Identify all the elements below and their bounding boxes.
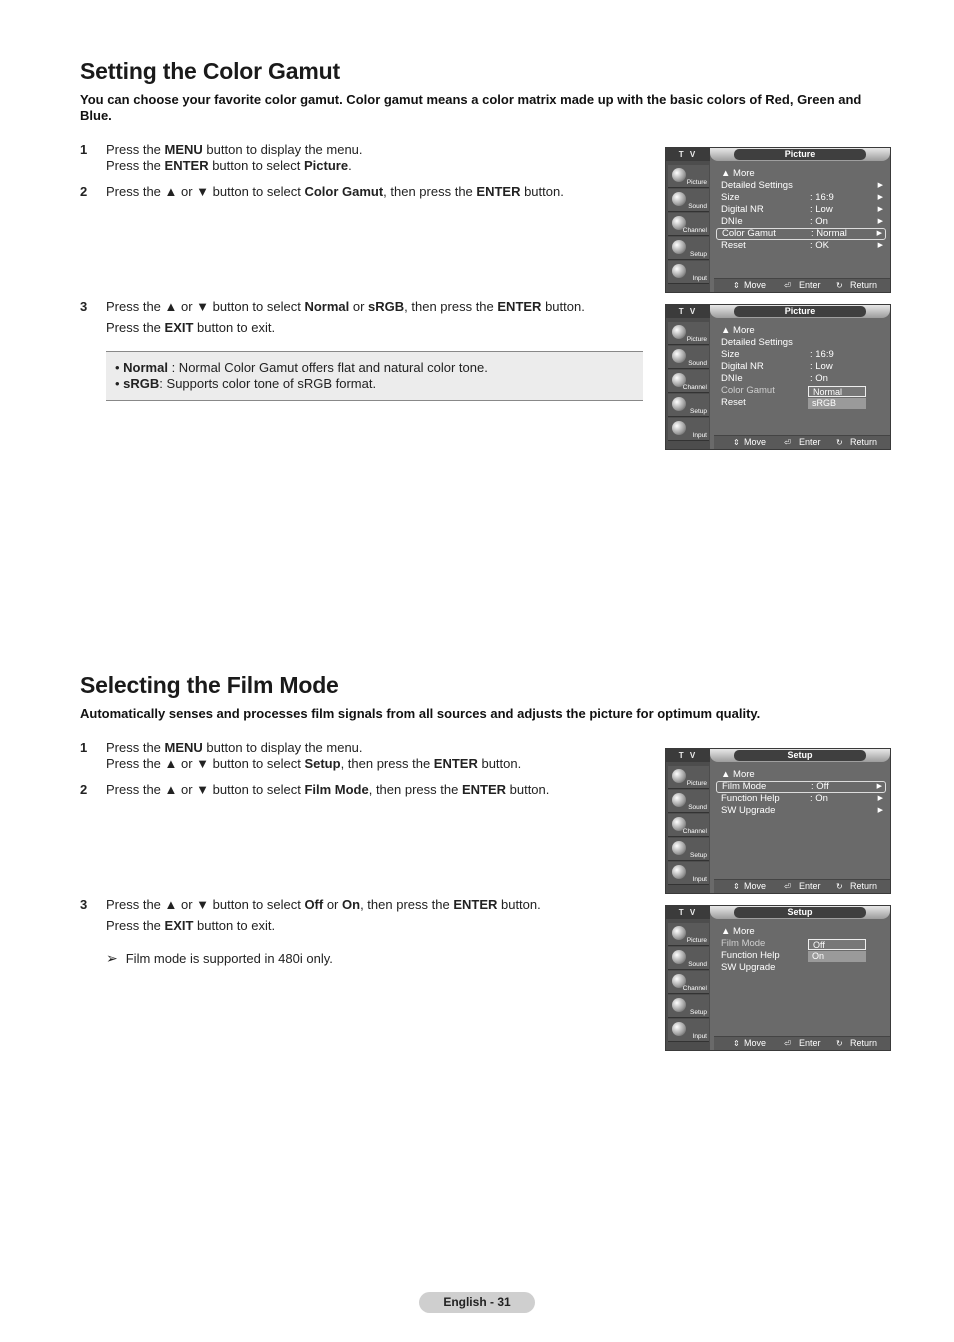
sidebar-item-label: Setup: [690, 408, 707, 415]
menu-footer: [714, 879, 890, 893]
menu-footer: [714, 278, 890, 292]
menu-row-label: Color Gamut: [721, 385, 775, 396]
menu-row-label: ▲ More: [721, 769, 755, 780]
sidebar-item-input[interactable]: [668, 862, 709, 885]
step-3-line-2: [106, 320, 275, 336]
sidebar-item-channel[interactable]: [668, 814, 709, 837]
footer-move-label: Move: [744, 1038, 767, 1048]
step-1-line-1: [106, 740, 363, 756]
bold-term: ENTER: [164, 158, 209, 173]
text-run: or: [349, 299, 369, 314]
sidebar-item-label: Picture: [686, 179, 707, 186]
step-1-line-2: [106, 756, 521, 772]
menu-row[interactable]: [716, 793, 886, 805]
bold-term: ENTER: [476, 184, 521, 199]
setup-icon: [672, 397, 686, 411]
enter-icon: ⏎: [784, 438, 791, 447]
menu-row-label: DNIe: [721, 373, 743, 384]
menu-footer: [714, 1036, 890, 1050]
picture-icon: [672, 168, 686, 182]
menu-row-label: SW Upgrade: [721, 962, 776, 973]
menu-title-bar: [710, 148, 890, 161]
text-run: button to display the menu.: [202, 142, 363, 157]
menu-row-value: : Normal: [811, 228, 847, 239]
text-run: , then press the: [383, 184, 477, 199]
tv-tab: T V: [666, 906, 710, 919]
menu-row-label: Detailed Settings: [721, 337, 793, 348]
sidebar-item-label: Input: [692, 1033, 707, 1040]
move-icon: ⇕: [733, 882, 740, 891]
sidebar-item-label: Channel: [682, 985, 707, 992]
option-off[interactable]: Off: [808, 939, 866, 950]
menu-row[interactable]: [716, 962, 886, 974]
setup-icon: [672, 240, 686, 254]
menu-title: Setup: [734, 907, 866, 918]
sidebar-item-channel[interactable]: [668, 971, 709, 994]
osd-menu-setup-1: [665, 748, 891, 894]
footer-return-label: Return: [850, 280, 878, 290]
text-run: button.: [541, 299, 585, 314]
triangle-right-icon: ▶: [877, 206, 883, 213]
bold-term: ENTER: [453, 897, 498, 912]
menu-sidebar: [666, 318, 710, 449]
text-run: button to exit.: [193, 320, 276, 335]
menu-row-value: : On: [810, 373, 828, 384]
sidebar-item-sound[interactable]: [668, 947, 709, 970]
step-2-line-1: [106, 184, 564, 200]
step-3-line-1: [106, 299, 585, 315]
menu-row-label: Digital NR: [721, 204, 764, 215]
tv-tab: T V: [666, 305, 710, 318]
sidebar-item-setup[interactable]: [668, 237, 709, 260]
triangle-right-icon: ▶: [877, 182, 883, 189]
sidebar-item-label: Sound: [688, 804, 707, 811]
bold-term: Setup: [304, 756, 341, 771]
bold-term: Picture: [304, 158, 349, 173]
text-run: Press the ▲ or ▼ button to select: [106, 782, 305, 797]
menu-row[interactable]: [716, 361, 886, 373]
enter-icon: ⏎: [784, 882, 791, 891]
text-run: Press the ▲ or ▼ button to select: [106, 756, 305, 771]
menu-row[interactable]: [716, 204, 886, 216]
menu-sidebar: [666, 161, 710, 292]
sound-icon: [672, 793, 686, 807]
triangle-right-icon: ▶: [877, 807, 883, 814]
sidebar-item-label: Input: [692, 876, 707, 883]
menu-row-value: : 16:9: [810, 349, 834, 360]
menu-row-label: Size: [721, 192, 740, 203]
bold-term: On: [342, 897, 361, 912]
triangle-right-icon: ▶: [877, 194, 883, 201]
menu-row-value: : 16:9: [810, 192, 834, 203]
text-run: : Supports color tone of sRGB format.: [159, 376, 377, 391]
menu-row-value: : Low: [810, 361, 833, 372]
footer-move-label: Move: [744, 280, 767, 290]
menu-row[interactable]: [716, 769, 886, 781]
menu-row[interactable]: [716, 337, 886, 349]
text-run: : Normal Color Gamut offers flat and natural color tone.: [167, 360, 488, 375]
menu-row[interactable]: [716, 325, 886, 337]
sidebar-item-sound[interactable]: [668, 189, 709, 212]
bold-term: MENU: [164, 142, 203, 157]
footer-enter-label: Enter: [799, 437, 821, 447]
triangle-right-icon: ▶: [877, 795, 883, 802]
menu-row-value: : On: [810, 216, 828, 227]
menu-row[interactable]: [716, 216, 886, 228]
step-2-line-1: [106, 782, 549, 798]
step-3-line-1: [106, 897, 541, 913]
text-run: , then press the: [368, 782, 462, 797]
menu-row[interactable]: [716, 180, 886, 192]
sidebar-item-label: Sound: [688, 360, 707, 367]
menu-row-label: Function Help: [721, 950, 780, 961]
menu-content: [714, 325, 886, 435]
osd-menu-picture-1: [665, 147, 891, 293]
menu-row-label: Color Gamut: [722, 228, 776, 239]
sidebar-item-input[interactable]: [668, 1019, 709, 1042]
footer-enter-label: Enter: [799, 1038, 821, 1048]
bold-term: sRGB: [123, 376, 160, 391]
input-icon: [672, 421, 686, 435]
section-title-film-mode: Selecting the Film Mode: [80, 672, 339, 698]
menu-row[interactable]: [716, 168, 886, 180]
setup-icon: [672, 998, 686, 1012]
return-icon: ↻: [836, 438, 843, 447]
intro-color-gamut: You can choose your favorite color gamut. Color gamut means a color matrix made up with the basic colors of Red, Green and Blue.: [80, 92, 862, 123]
step-number: 1: [80, 142, 88, 157]
sound-icon: [672, 192, 686, 206]
step-number: 2: [80, 782, 88, 797]
menu-row[interactable]: [716, 926, 886, 938]
menu-row-label: ▲ More: [721, 325, 755, 336]
triangle-right-icon: ▶: [876, 230, 882, 237]
sidebar-item-picture[interactable]: [668, 165, 709, 188]
text-run: Press the: [106, 740, 165, 755]
bold-term: ENTER: [461, 782, 507, 797]
sidebar-item-label: Setup: [690, 251, 707, 258]
text-run: , then press the: [360, 897, 454, 912]
text-run: Press the: [106, 918, 165, 933]
bold-term: EXIT: [164, 918, 194, 933]
menu-content: [714, 926, 886, 1036]
menu-row[interactable]: [716, 781, 886, 793]
menu-title: Picture: [734, 306, 866, 317]
move-icon: ⇕: [733, 438, 740, 447]
picture-icon: [672, 769, 686, 783]
footer-enter-label: Enter: [799, 881, 821, 891]
step-number: 3: [80, 897, 88, 912]
setup-icon: [672, 841, 686, 855]
sidebar-item-setup[interactable]: [668, 995, 709, 1018]
sidebar-item-picture[interactable]: [668, 766, 709, 789]
step-1-line-1: [106, 142, 363, 158]
osd-menu-setup-2: [665, 905, 891, 1051]
tv-tab: T V: [666, 148, 710, 161]
text-run: button.: [477, 756, 522, 771]
menu-row-label: ▲ More: [721, 168, 755, 179]
menu-footer: [714, 435, 890, 449]
sidebar-item-label: Setup: [690, 852, 707, 859]
sidebar-item-label: Input: [692, 275, 707, 282]
menu-row[interactable]: [716, 240, 886, 252]
sidebar-item-label: Picture: [686, 937, 707, 944]
section-title-color-gamut: Setting the Color Gamut: [80, 58, 340, 84]
footer-return-label: Return: [850, 1038, 878, 1048]
bold-term: MENU: [164, 740, 203, 755]
menu-row[interactable]: [716, 228, 886, 240]
intro-film-mode: Automatically senses and processes film signals from all sources and adjusts the picture for optimum quality.: [80, 706, 761, 721]
text-run: •: [115, 360, 124, 375]
triangle-right-icon: ▶: [877, 218, 883, 225]
step-1-line-2: [106, 158, 352, 174]
menu-content: [714, 168, 886, 278]
menu-title: Setup: [734, 750, 866, 761]
menu-row[interactable]: [716, 373, 886, 385]
sidebar-item-setup[interactable]: [668, 394, 709, 417]
note-line-2: [115, 376, 643, 392]
bold-term: ENTER: [497, 299, 542, 314]
note-box: [106, 351, 643, 401]
text-run: button.: [520, 184, 564, 199]
option-srgb[interactable]: sRGB: [808, 398, 866, 409]
bold-term: sRGB: [368, 299, 405, 314]
bold-term: Film Mode: [304, 782, 369, 797]
input-icon: [672, 264, 686, 278]
bold-term: Normal: [123, 360, 168, 375]
footer-move-label: Move: [744, 437, 767, 447]
triangle-right-icon: ▶: [877, 242, 883, 249]
text-run: button.: [497, 897, 541, 912]
sidebar-item-channel[interactable]: [668, 370, 709, 393]
menu-row-label: Detailed Settings: [721, 180, 793, 191]
step-3-line-2: [106, 918, 275, 934]
text-run: , then press the: [404, 299, 498, 314]
picture-icon: [672, 325, 686, 339]
sidebar-item-setup[interactable]: [668, 838, 709, 861]
menu-sidebar: [666, 919, 710, 1050]
sidebar-item-label: Setup: [690, 1009, 707, 1016]
move-icon: ⇕: [733, 281, 740, 290]
menu-row-value: : OK: [810, 240, 830, 251]
text-run: , then press the: [340, 756, 434, 771]
bold-term: ENTER: [433, 756, 478, 771]
sidebar-item-sound[interactable]: [668, 790, 709, 813]
return-icon: ↻: [836, 882, 843, 891]
menu-row-label: Film Mode: [722, 781, 767, 792]
sidebar-item-input[interactable]: [668, 418, 709, 441]
input-icon: [672, 865, 686, 879]
menu-row-value: : On: [810, 793, 828, 804]
sidebar-item-sound[interactable]: [668, 346, 709, 369]
menu-row-label: Reset: [721, 240, 746, 251]
note-line-1: [115, 360, 643, 376]
footer-return-label: Return: [850, 881, 878, 891]
sidebar-item-label: Sound: [688, 203, 707, 210]
move-icon: ⇕: [733, 1039, 740, 1048]
step-number: 3: [80, 299, 88, 314]
menu-title: Picture: [734, 149, 866, 160]
menu-row-label: Function Help: [721, 793, 780, 804]
menu-sidebar: [666, 762, 710, 893]
step-number: 2: [80, 184, 88, 199]
sidebar-item-picture[interactable]: [668, 923, 709, 946]
sidebar-item-label: Channel: [682, 384, 707, 391]
menu-row-label: Size: [721, 349, 740, 360]
menu-row[interactable]: [716, 349, 886, 361]
input-icon: [672, 1022, 686, 1036]
menu-row-label: SW Upgrade: [721, 805, 776, 816]
option-on[interactable]: On: [808, 951, 866, 962]
text-run: Press the ▲ or ▼ button to select: [106, 184, 305, 199]
bold-term: Color Gamut: [304, 184, 384, 199]
option-normal[interactable]: Normal: [808, 386, 866, 397]
sidebar-item-label: Picture: [686, 780, 707, 787]
tip-arrow-icon: ➢: [106, 950, 118, 966]
menu-row-label: DNIe: [721, 216, 743, 227]
text-run: button to exit.: [193, 918, 276, 933]
sidebar-item-label: Input: [692, 432, 707, 439]
footer-enter-label: Enter: [799, 280, 821, 290]
enter-icon: ⏎: [784, 281, 791, 290]
sidebar-item-channel[interactable]: [668, 213, 709, 236]
menu-row[interactable]: [716, 805, 886, 817]
step-number: 1: [80, 740, 88, 755]
tip-text: Film mode is supported in 480i only.: [125, 951, 333, 966]
triangle-right-icon: ▶: [876, 783, 882, 790]
sidebar-item-input[interactable]: [668, 261, 709, 284]
bold-term: EXIT: [164, 320, 194, 335]
menu-title-bar: [710, 749, 890, 762]
page-number-badge: English - 31: [419, 1292, 535, 1313]
bold-term: Off: [304, 897, 324, 912]
text-run: or: [323, 897, 343, 912]
sound-icon: [672, 349, 686, 363]
menu-title-bar: [710, 906, 890, 919]
menu-content: [714, 769, 886, 879]
text-run: button to select: [208, 158, 304, 173]
return-icon: ↻: [836, 1039, 843, 1048]
menu-row-label: Reset: [721, 397, 746, 408]
text-run: Press the: [106, 320, 165, 335]
tv-tab: T V: [666, 749, 710, 762]
menu-row-label: Digital NR: [721, 361, 764, 372]
footer-return-label: Return: [850, 437, 878, 447]
enter-icon: ⏎: [784, 1039, 791, 1048]
text-run: .: [348, 158, 352, 173]
tip-note: [106, 950, 333, 967]
text-run: Press the: [106, 158, 165, 173]
return-icon: ↻: [836, 281, 843, 290]
text-run: button to display the menu.: [202, 740, 363, 755]
text-run: Press the ▲ or ▼ button to select: [106, 299, 305, 314]
footer-move-label: Move: [744, 881, 767, 891]
menu-row[interactable]: [716, 192, 886, 204]
text-run: •: [115, 376, 124, 391]
text-run: button.: [506, 782, 550, 797]
sidebar-item-picture[interactable]: [668, 322, 709, 345]
picture-icon: [672, 926, 686, 940]
sidebar-item-label: Channel: [682, 227, 707, 234]
osd-menu-picture-2: [665, 304, 891, 450]
menu-row-label: Film Mode: [721, 938, 766, 949]
text-run: Press the: [106, 142, 165, 157]
text-run: Press the ▲ or ▼ button to select: [106, 897, 305, 912]
sidebar-item-label: Picture: [686, 336, 707, 343]
menu-row-label: ▲ More: [721, 926, 755, 937]
sound-icon: [672, 950, 686, 964]
bold-term: Normal: [304, 299, 350, 314]
menu-title-bar: [710, 305, 890, 318]
sidebar-item-label: Channel: [682, 828, 707, 835]
menu-row-value: : Low: [810, 204, 833, 215]
sidebar-item-label: Sound: [688, 961, 707, 968]
menu-row-value: : Off: [811, 781, 829, 792]
